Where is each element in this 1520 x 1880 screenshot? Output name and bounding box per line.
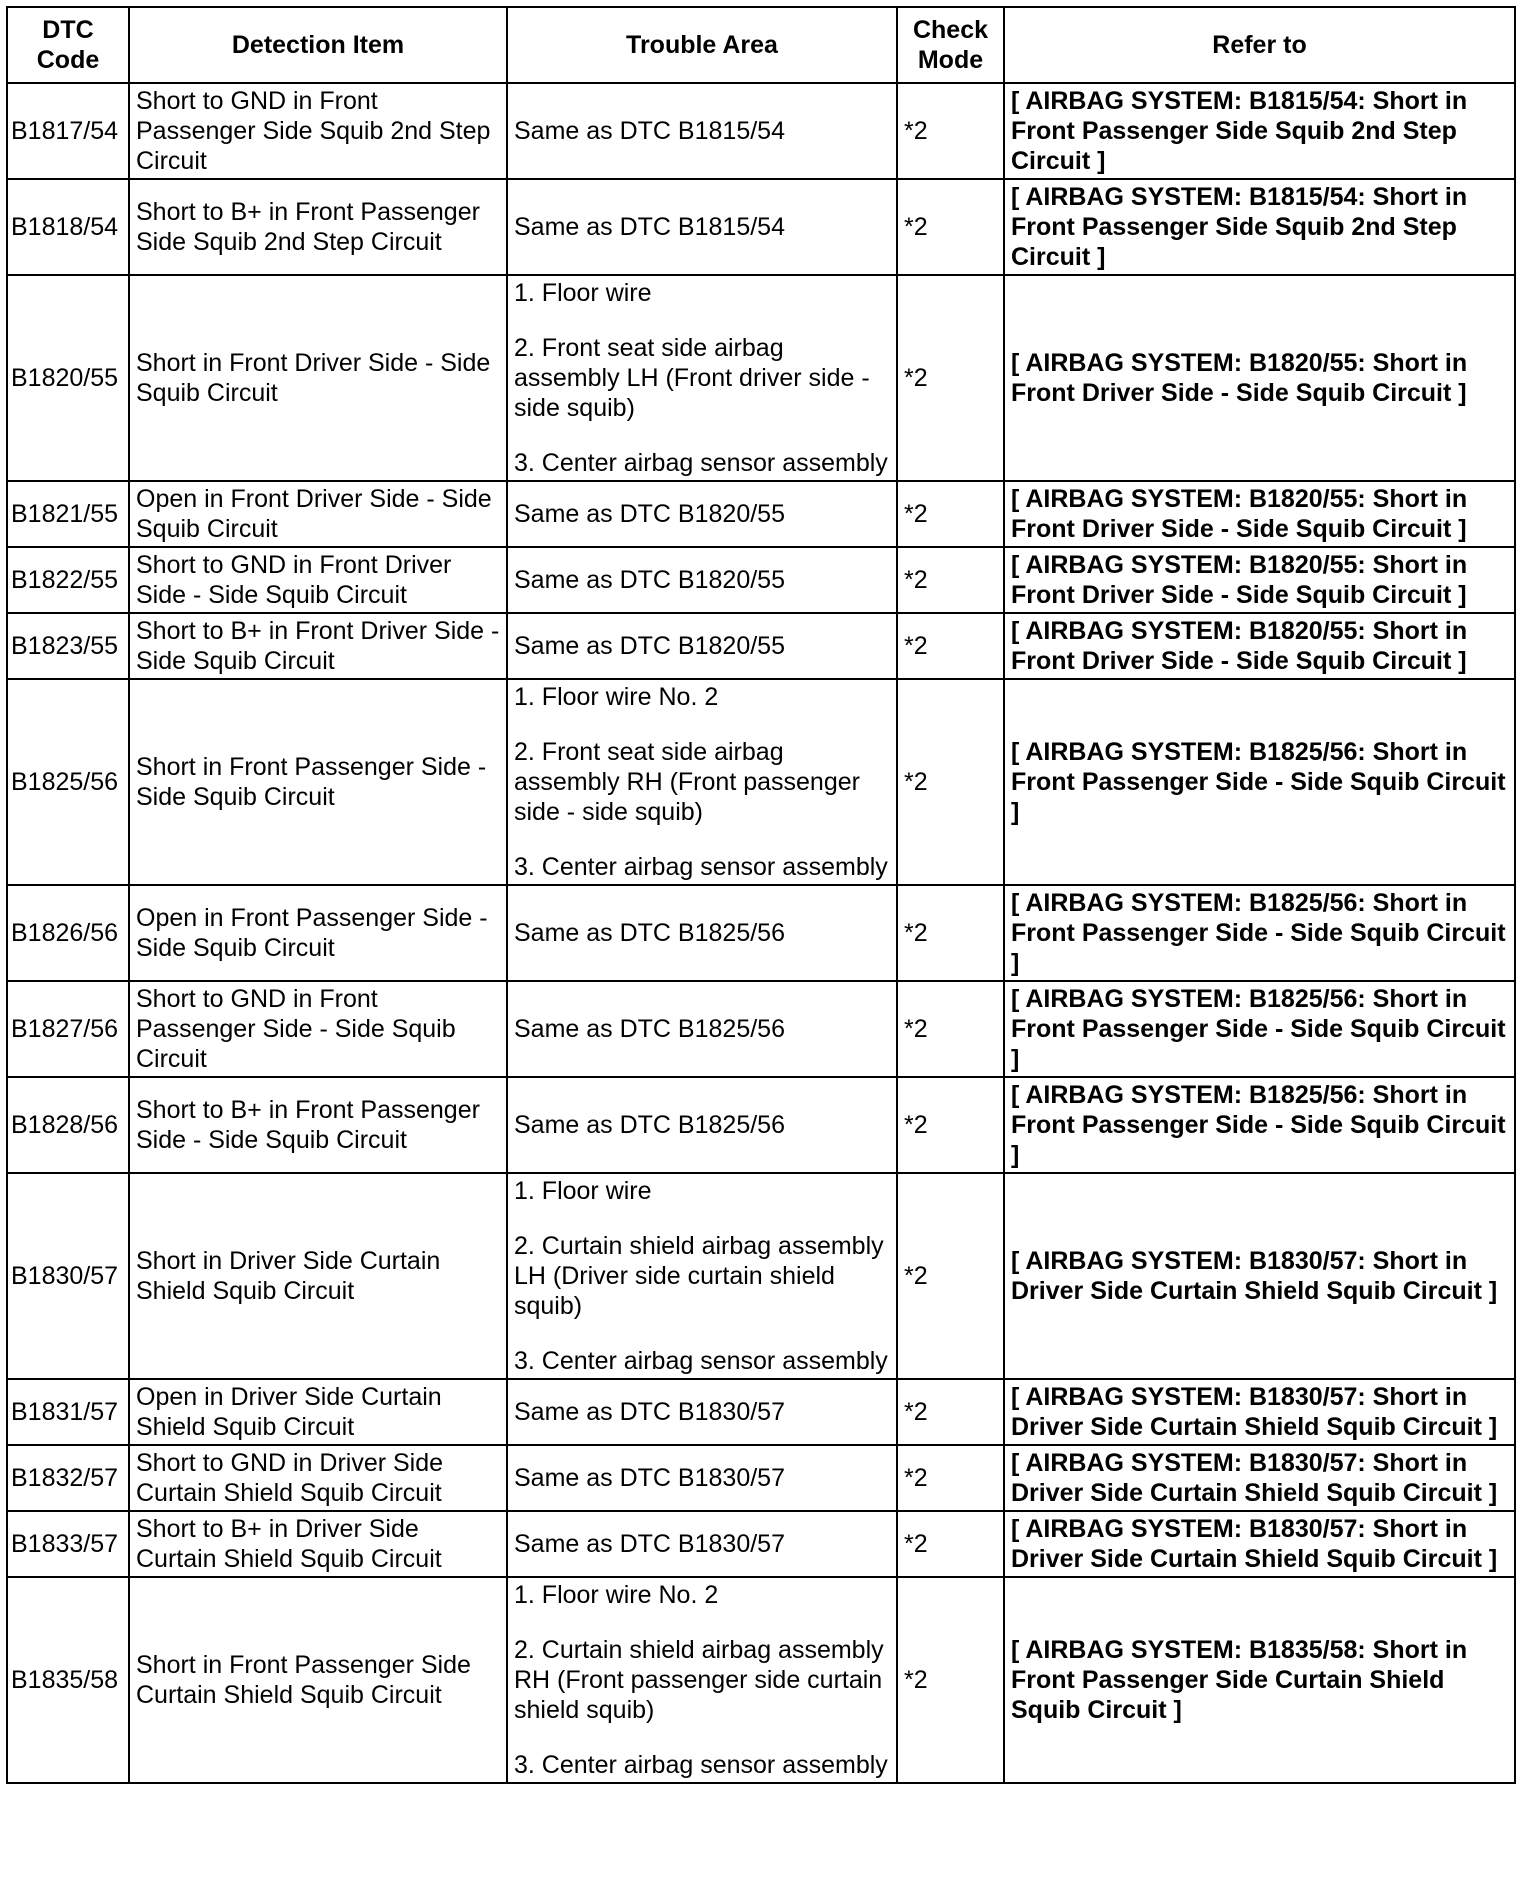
dtc-code-cell: B1832/57 xyxy=(7,1445,129,1511)
check-mode-cell: *2 xyxy=(897,1511,1004,1577)
trouble-area-item: Same as DTC B1820/55 xyxy=(514,566,785,594)
check-mode-cell: *2 xyxy=(897,83,1004,179)
trouble-area-item: Same as DTC B1825/56 xyxy=(514,1111,785,1139)
detection-item-cell: Short to GND in Front Passenger Side - Side Squib Circuit xyxy=(129,981,507,1077)
trouble-area-cell xyxy=(507,179,897,275)
table-row xyxy=(7,547,1515,613)
detection-item-cell: Open in Driver Side Curtain Shield Squib Circuit xyxy=(129,1379,507,1445)
detection-item-cell: Open in Front Passenger Side - Side Squib Circuit xyxy=(129,885,507,981)
detection-item-cell: Short to B+ in Front Driver Side - Side Squib Circuit xyxy=(129,613,507,679)
trouble-area-item: Same as DTC B1820/55 xyxy=(514,632,785,660)
table-row xyxy=(7,613,1515,679)
detection-item-cell: Short to B+ in Front Passenger Side Squib 2nd Step Circuit xyxy=(129,179,507,275)
check-mode-cell: *2 xyxy=(897,1577,1004,1783)
trouble-area-item: 2. Front seat side airbag assembly LH (Front driver side - side squib) xyxy=(514,334,870,422)
check-mode-cell: *2 xyxy=(897,1077,1004,1173)
header-line: Check xyxy=(912,16,989,44)
trouble-area-item: 1. Floor wire No. 2 xyxy=(514,1581,719,1609)
table-row xyxy=(7,179,1515,275)
trouble-area-cell xyxy=(507,1077,897,1173)
refer-to-cell: [ AIRBAG SYSTEM: B1830/57: Short in Driver Side Curtain Shield Squib Circuit ] xyxy=(1004,1445,1515,1511)
table-row xyxy=(7,981,1515,1077)
trouble-area-item: 2. Curtain shield airbag assembly RH (Front passenger side curtain shield squib) xyxy=(514,1636,884,1724)
refer-to-cell: [ AIRBAG SYSTEM: B1830/57: Short in Driver Side Curtain Shield Squib Circuit ] xyxy=(1004,1511,1515,1577)
table-row xyxy=(7,1445,1515,1511)
check-mode-cell: *2 xyxy=(897,679,1004,885)
refer-to-cell: [ AIRBAG SYSTEM: B1815/54: Short in Front Passenger Side Squib 2nd Step Circuit ] xyxy=(1004,83,1515,179)
header-line: Refer to xyxy=(1212,31,1307,59)
trouble-area-cell xyxy=(507,1173,897,1379)
check-mode-cell: *2 xyxy=(897,275,1004,481)
check-mode-cell: *2 xyxy=(897,481,1004,547)
header-detection-item xyxy=(129,7,507,83)
detection-item-cell: Short in Driver Side Curtain Shield Squib Circuit xyxy=(129,1173,507,1379)
detection-item-cell: Short to GND in Front Passenger Side Squib 2nd Step Circuit xyxy=(129,83,507,179)
detection-item-cell: Short in Front Passenger Side - Side Squib Circuit xyxy=(129,679,507,885)
refer-to-cell: [ AIRBAG SYSTEM: B1830/57: Short in Driver Side Curtain Shield Squib Circuit ] xyxy=(1004,1379,1515,1445)
dtc-table xyxy=(6,6,1516,1784)
refer-to-cell: [ AIRBAG SYSTEM: B1825/56: Short in Front Passenger Side - Side Squib Circuit ] xyxy=(1004,885,1515,981)
header-line: Trouble Area xyxy=(626,31,778,59)
trouble-area-cell xyxy=(507,1511,897,1577)
refer-to-cell: [ AIRBAG SYSTEM: B1820/55: Short in Front Driver Side - Side Squib Circuit ] xyxy=(1004,481,1515,547)
table-row xyxy=(7,1577,1515,1783)
table-row xyxy=(7,679,1515,885)
trouble-area-item: 3. Center airbag sensor assembly xyxy=(514,1347,888,1375)
refer-to-cell: [ AIRBAG SYSTEM: B1815/54: Short in Front Passenger Side Squib 2nd Step Circuit ] xyxy=(1004,179,1515,275)
trouble-area-cell xyxy=(507,981,897,1077)
dtc-code-cell: B1827/56 xyxy=(7,981,129,1077)
detection-item-cell: Short to GND in Driver Side Curtain Shield Squib Circuit xyxy=(129,1445,507,1511)
dtc-code-cell: B1822/55 xyxy=(7,547,129,613)
detection-item-cell: Short to GND in Front Driver Side - Side Squib Circuit xyxy=(129,547,507,613)
trouble-area-cell xyxy=(507,481,897,547)
refer-to-cell: [ AIRBAG SYSTEM: B1830/57: Short in Driver Side Curtain Shield Squib Circuit ] xyxy=(1004,1173,1515,1379)
trouble-area-item: 2. Front seat side airbag assembly RH (Front passenger side - side squib) xyxy=(514,738,860,826)
refer-to-cell: [ AIRBAG SYSTEM: B1820/55: Short in Front Driver Side - Side Squib Circuit ] xyxy=(1004,613,1515,679)
check-mode-cell: *2 xyxy=(897,547,1004,613)
trouble-area-cell xyxy=(507,613,897,679)
trouble-area-item: Same as DTC B1825/56 xyxy=(514,919,785,947)
check-mode-cell: *2 xyxy=(897,981,1004,1077)
table-body xyxy=(7,83,1515,1783)
trouble-area-item: Same as DTC B1830/57 xyxy=(514,1464,785,1492)
header-line: Detection Item xyxy=(231,31,405,59)
trouble-area-item: 3. Center airbag sensor assembly xyxy=(514,449,888,477)
header-check-mode xyxy=(897,7,1004,83)
header-line: Mode xyxy=(917,46,984,74)
detection-item-cell: Short to B+ in Driver Side Curtain Shield Squib Circuit xyxy=(129,1511,507,1577)
trouble-area-cell xyxy=(507,275,897,481)
dtc-code-cell: B1833/57 xyxy=(7,1511,129,1577)
dtc-code-cell: B1828/56 xyxy=(7,1077,129,1173)
trouble-area-item: Same as DTC B1820/55 xyxy=(514,500,785,528)
trouble-area-item: Same as DTC B1830/57 xyxy=(514,1398,785,1426)
check-mode-cell: *2 xyxy=(897,885,1004,981)
trouble-area-cell xyxy=(507,83,897,179)
trouble-area-cell xyxy=(507,1445,897,1511)
header-row xyxy=(7,7,1515,83)
table-row xyxy=(7,1173,1515,1379)
trouble-area-item: 1. Floor wire No. 2 xyxy=(514,683,719,711)
check-mode-cell: *2 xyxy=(897,1173,1004,1379)
trouble-area-item: 1. Floor wire xyxy=(514,1177,652,1205)
check-mode-cell: *2 xyxy=(897,613,1004,679)
trouble-area-cell xyxy=(507,1577,897,1783)
table-header xyxy=(7,7,1515,83)
trouble-area-item: Same as DTC B1830/57 xyxy=(514,1530,785,1558)
trouble-area-item: Same as DTC B1825/56 xyxy=(514,1015,785,1043)
table-row xyxy=(7,1379,1515,1445)
refer-to-cell: [ AIRBAG SYSTEM: B1825/56: Short in Front Passenger Side - Side Squib Circuit ] xyxy=(1004,981,1515,1077)
header-trouble-area xyxy=(507,7,897,83)
header-line: Code xyxy=(36,46,100,74)
table-row xyxy=(7,275,1515,481)
dtc-code-cell: B1818/54 xyxy=(7,179,129,275)
trouble-area-item: Same as DTC B1815/54 xyxy=(514,117,785,145)
table-row xyxy=(7,1077,1515,1173)
table-row xyxy=(7,1511,1515,1577)
trouble-area-item: Same as DTC B1815/54 xyxy=(514,213,785,241)
check-mode-cell: *2 xyxy=(897,179,1004,275)
table-row xyxy=(7,83,1515,179)
trouble-area-item: 3. Center airbag sensor assembly xyxy=(514,1751,888,1779)
trouble-area-cell xyxy=(507,679,897,885)
header-dtc-code xyxy=(7,7,129,83)
dtc-code-cell: B1825/56 xyxy=(7,679,129,885)
dtc-code-cell: B1835/58 xyxy=(7,1577,129,1783)
check-mode-cell: *2 xyxy=(897,1445,1004,1511)
dtc-code-cell: B1821/55 xyxy=(7,481,129,547)
dtc-code-cell: B1826/56 xyxy=(7,885,129,981)
trouble-area-cell xyxy=(507,885,897,981)
trouble-area-item: 2. Curtain shield airbag assembly LH (Driver side curtain shield squib) xyxy=(514,1232,884,1320)
refer-to-cell: [ AIRBAG SYSTEM: B1820/55: Short in Front Driver Side - Side Squib Circuit ] xyxy=(1004,275,1515,481)
detection-item-cell: Short in Front Driver Side - Side Squib Circuit xyxy=(129,275,507,481)
dtc-code-cell: B1817/54 xyxy=(7,83,129,179)
trouble-area-item: 1. Floor wire xyxy=(514,279,652,307)
detection-item-cell: Open in Front Driver Side - Side Squib Circuit xyxy=(129,481,507,547)
dtc-code-cell: B1820/55 xyxy=(7,275,129,481)
table-row xyxy=(7,885,1515,981)
trouble-area-item: 3. Center airbag sensor assembly xyxy=(514,853,888,881)
dtc-code-cell: B1830/57 xyxy=(7,1173,129,1379)
dtc-code-cell: B1831/57 xyxy=(7,1379,129,1445)
detection-item-cell: Short to B+ in Front Passenger Side - Side Squib Circuit xyxy=(129,1077,507,1173)
refer-to-cell: [ AIRBAG SYSTEM: B1835/58: Short in Front Passenger Side Curtain Shield Squib Circuit ] xyxy=(1004,1577,1515,1783)
trouble-area-cell xyxy=(507,547,897,613)
header-refer-to xyxy=(1004,7,1515,83)
dtc-code-cell: B1823/55 xyxy=(7,613,129,679)
header-line: DTC xyxy=(42,16,94,44)
detection-item-cell: Short in Front Passenger Side Curtain Shield Squib Circuit xyxy=(129,1577,507,1783)
trouble-area-cell xyxy=(507,1379,897,1445)
table-row xyxy=(7,481,1515,547)
refer-to-cell: [ AIRBAG SYSTEM: B1825/56: Short in Front Passenger Side - Side Squib Circuit ] xyxy=(1004,679,1515,885)
refer-to-cell: [ AIRBAG SYSTEM: B1825/56: Short in Front Passenger Side - Side Squib Circuit ] xyxy=(1004,1077,1515,1173)
check-mode-cell: *2 xyxy=(897,1379,1004,1445)
refer-to-cell: [ AIRBAG SYSTEM: B1820/55: Short in Front Driver Side - Side Squib Circuit ] xyxy=(1004,547,1515,613)
